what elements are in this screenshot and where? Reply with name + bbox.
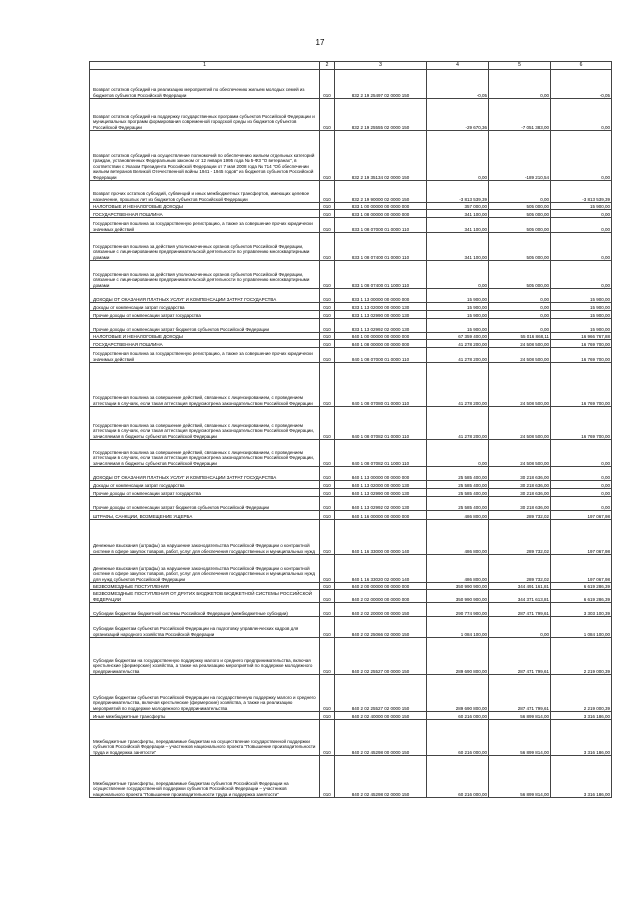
row-description: ДОХОДЫ ОТ ОКАЗАНИЯ ПЛАТНЫХ УСЛУГ И КОМПЕНСАЦИИ ЗАТРАТ ГОСУДАРСТВА (90, 467, 320, 481)
row-description: Прочие доходы от компенсации затрат государства (90, 311, 320, 319)
row-unexecuted-amount: 0,00 (551, 467, 612, 481)
row-approved-amount: 60 216 000,00 (427, 756, 489, 798)
table-row (90, 363, 612, 407)
row-description: Межбюджетные трансферты, передаваемые бюджетам субъектов Российской Федерации на осуществление государственной поддержки субъектов Российской Федерации – участников национального проекта "Повышение производительности труда и поддержка занятости" (90, 756, 320, 798)
row-line-code: 010 (320, 203, 335, 210)
table-row (90, 497, 612, 511)
row-line-code: 010 (320, 638, 335, 675)
row-unexecuted-amount: 2 219 000,39 (551, 675, 612, 712)
row-executed-amount: 289 732,02 (489, 520, 551, 555)
row-approved-amount: 357 000,00 (427, 203, 489, 210)
table-row (90, 603, 612, 617)
row-executed-amount: 505 000,00 (489, 261, 551, 289)
row-budget-code: 840 1 08 07000 01 0000 110 (335, 348, 427, 363)
row-unexecuted-amount: 6 619 286,39 (551, 590, 612, 603)
row-budget-code: 840 1 08 07082 01 1000 110 (335, 440, 427, 467)
table-row (90, 712, 612, 720)
row-executed-amount: 344 371 613,81 (489, 590, 551, 603)
row-budget-code: 832 2 19 25555 02 0000 150 (335, 99, 427, 131)
row-approved-amount: 15 900,00 (427, 319, 489, 333)
table-row (90, 555, 612, 583)
row-unexecuted-amount: 0,00 (551, 218, 612, 233)
table-row (90, 289, 612, 303)
row-executed-amount: 0,00 (489, 70, 551, 99)
row-description: Возврат остатков субсидий на осуществление полномочий по обеспечению жильем отдельных категорий граждан, установленных Федеральным законом от 12 января 1995 года № 5-ФЗ "О ветеранах", в соответствии с Указом Президента Российской Федерации от 7 мая 2008 года № 714 "Об обеспечении жильем ветеранов Великой Отечественной войны 1941 - 1945 годов" из бюджетов субъектов Российской Федерации (90, 131, 320, 181)
row-description: Межбюджетные трансферты, передаваемые бюджетам на осуществление государственной поддержки субъектов Российской Федерации – участников национального проекта "Повышение производительности труда и поддержка занятости" (90, 720, 320, 756)
table-row (90, 675, 612, 712)
row-approved-amount: 289 690 800,00 (427, 638, 489, 675)
row-line-code: 010 (320, 333, 335, 340)
row-budget-code: 840 1 16 00000 00 0000 000 (335, 511, 427, 520)
row-line-code: 010 (320, 467, 335, 481)
row-line-code: 010 (320, 261, 335, 289)
row-executed-amount: 56 899 814,00 (489, 712, 551, 720)
row-budget-code: 840 2 02 45298 02 0000 150 (335, 756, 427, 798)
row-budget-code: 840 1 16 33020 02 0000 140 (335, 555, 427, 583)
row-unexecuted-amount: 197 067,98 (551, 511, 612, 520)
row-line-code: 010 (320, 303, 335, 311)
row-description: Прочие доходы от компенсации затрат бюджетов субъектов Российской Федерации (90, 497, 320, 511)
row-approved-amount: 41 278 200,00 (427, 340, 489, 348)
row-description: ДОХОДЫ ОТ ОКАЗАНИЯ ПЛАТНЫХ УСЛУГ И КОМПЕНСАЦИИ ЗАТРАТ ГОСУДАРСТВА (90, 289, 320, 303)
row-budget-code: 840 2 02 25527 00 0000 150 (335, 638, 427, 675)
row-line-code: 010 (320, 617, 335, 638)
table-row (90, 440, 612, 467)
row-unexecuted-amount: 0,00 (551, 489, 612, 497)
table-row (90, 203, 612, 210)
row-approved-amount: 41 278 200,00 (427, 407, 489, 440)
row-budget-code: 833 1 13 00000 00 0000 000 (335, 289, 427, 303)
row-approved-amount: -29 670,36 (427, 99, 489, 131)
row-budget-code: 840 2 02 25527 02 0000 150 (335, 675, 427, 712)
table-row (90, 590, 612, 603)
row-unexecuted-amount: 1 084 100,00 (551, 617, 612, 638)
row-budget-code: 833 1 08 07400 01 0000 110 (335, 233, 427, 261)
table-row (90, 720, 612, 756)
row-line-code: 010 (320, 311, 335, 319)
row-budget-code: 833 1 08 00000 00 0000 000 (335, 210, 427, 218)
row-executed-amount: 289 732,02 (489, 555, 551, 583)
row-unexecuted-amount: 15 900,00 (551, 303, 612, 311)
row-unexecuted-amount: 0,00 (551, 497, 612, 511)
row-description: Возврат прочих остатков субсидий, субвенций и иных межбюджетных трансфертов, имеющих целевое назначение, прошлых лет из бюджетов субъектов Российской Федерации (90, 181, 320, 203)
row-line-code: 010 (320, 348, 335, 363)
row-executed-amount: 30 218 636,00 (489, 481, 551, 489)
row-budget-code: 840 2 00 00000 00 0000 000 (335, 583, 427, 590)
row-budget-code: 840 2 02 25066 02 0000 150 (335, 617, 427, 638)
row-description: Государственная пошлина за совершение действий, связанных с лицензированием, с проведением аттестации в случаях, если такая аттестация предусмотрена законодательством Российской Федерации (90, 363, 320, 407)
row-budget-code: 833 1 13 02992 02 0000 130 (335, 319, 427, 333)
row-unexecuted-amount: 6 619 286,39 (551, 583, 612, 590)
row-approved-amount: 67 359 400,00 (427, 333, 489, 340)
header-col-2: 2 (320, 62, 335, 70)
row-executed-amount: 0,00 (489, 303, 551, 311)
row-unexecuted-amount: 16 769 700,00 (551, 348, 612, 363)
row-unexecuted-amount: 0,00 (551, 481, 612, 489)
row-executed-amount: 56 899 814,00 (489, 756, 551, 798)
row-description: ГОСУДАРСТВЕННАЯ ПОШЛИНА (90, 340, 320, 348)
table-row (90, 210, 612, 218)
row-line-code: 010 (320, 210, 335, 218)
row-executed-amount: 24 508 500,00 (489, 407, 551, 440)
row-executed-amount: 30 218 636,00 (489, 467, 551, 481)
row-description: Субсидии бюджетам субъектов Российской Федерации на государственную поддержку малого и среднего предпринимательства, включая крестьянские (фермерские) хозяйства, а также на реализацию мероприятий по поддержке молодежного предпринимательства (90, 675, 320, 712)
row-executed-amount: 24 508 500,00 (489, 340, 551, 348)
row-budget-code: 840 2 02 20000 00 0000 150 (335, 603, 427, 617)
row-budget-code: 832 2 19 25497 02 0000 150 (335, 70, 427, 99)
row-description: Государственная пошлина за совершение действий, связанных с лицензированием, с проведением аттестации в случаях, если такая аттестация предусмотрена законодательством Российской Федерации, зачисляемая в бюджеты субъектов Российской Федерации (90, 440, 320, 467)
row-line-code: 010 (320, 218, 335, 233)
row-unexecuted-amount: 0,00 (551, 131, 612, 181)
row-description: Прочие доходы от компенсации затрат государства (90, 489, 320, 497)
row-executed-amount: 24 508 500,00 (489, 440, 551, 467)
row-executed-amount: 287 471 799,61 (489, 603, 551, 617)
row-budget-code: 840 2 02 40000 00 0000 150 (335, 712, 427, 720)
row-approved-amount: 41 278 200,00 (427, 363, 489, 407)
row-unexecuted-amount: 197 067,98 (551, 555, 612, 583)
row-description: Государственная пошлина за совершение действий, связанных с лицензированием, с проведением аттестации в случаях, если такая аттестация предусмотрена законодательством Российской Федерации, зачисляемая в бюджеты субъектов Российской Федерации (90, 407, 320, 440)
row-line-code: 010 (320, 497, 335, 511)
row-approved-amount: 25 585 400,00 (427, 481, 489, 489)
row-approved-amount: 290 774 900,00 (427, 603, 489, 617)
row-approved-amount: 341 100,00 (427, 233, 489, 261)
row-budget-code: 840 1 00 00000 00 0000 000 (335, 333, 427, 340)
row-description: Денежные взыскания (штрафы) за нарушение законодательства Российской Федерации о контрактной системе в сфере закупок товаров, работ, услуг для обеспечения государственных и муниципальных нужд (90, 520, 320, 555)
row-approved-amount: 15 900,00 (427, 303, 489, 311)
row-executed-amount: -189 210,54 (489, 131, 551, 181)
table-row (90, 99, 612, 131)
row-line-code: 010 (320, 590, 335, 603)
row-budget-code: 840 1 13 02990 00 0000 130 (335, 489, 427, 497)
row-line-code: 010 (320, 520, 335, 555)
row-description: НАЛОГОВЫЕ И НЕНАЛОГОВЫЕ ДОХОДЫ (90, 333, 320, 340)
row-line-code: 010 (320, 720, 335, 756)
table-body (90, 70, 612, 798)
row-executed-amount: 505 000,00 (489, 210, 551, 218)
table-row (90, 261, 612, 289)
header-col-4: 4 (427, 62, 489, 70)
row-approved-amount: 486 800,00 (427, 511, 489, 520)
row-executed-amount: 24 508 500,00 (489, 363, 551, 407)
row-executed-amount: 55 016 868,11 (489, 333, 551, 340)
row-executed-amount: 505 000,00 (489, 218, 551, 233)
row-approved-amount: 486 800,00 (427, 520, 489, 555)
row-description: Иные межбюджетные трансферты (90, 712, 320, 720)
row-line-code: 010 (320, 289, 335, 303)
row-line-code: 010 (320, 675, 335, 712)
row-line-code: 010 (320, 340, 335, 348)
row-line-code: 010 (320, 440, 335, 467)
row-line-code: 010 (320, 511, 335, 520)
row-budget-code: 840 1 13 02992 02 0000 130 (335, 497, 427, 511)
table-row (90, 407, 612, 440)
row-unexecuted-amount: 16 769 700,00 (551, 340, 612, 348)
row-executed-amount: 0,00 (489, 617, 551, 638)
row-unexecuted-amount: 15 900,00 (551, 289, 612, 303)
table-row (90, 511, 612, 520)
row-budget-code: 840 1 13 00000 00 0000 000 (335, 467, 427, 481)
revenue-table (89, 61, 612, 798)
header-col-5: 5 (489, 62, 551, 70)
table-row (90, 131, 612, 181)
row-approved-amount: 0,00 (427, 440, 489, 467)
row-unexecuted-amount: 15 900,00 (551, 203, 612, 210)
row-description: Возврат остатков субсидий на поддержку государственных программ субъектов Российской Федерации и муниципальных программ формирования современной городской среды из бюджетов субъектов Российской Федерации (90, 99, 320, 131)
table-row (90, 319, 612, 333)
table-row (90, 218, 612, 233)
page-number: 17 (315, 38, 325, 47)
row-line-code: 010 (320, 319, 335, 333)
table-row (90, 638, 612, 675)
row-executed-amount: 289 732,02 (489, 511, 551, 520)
row-unexecuted-amount: 16 769 700,00 (551, 407, 612, 440)
row-executed-amount: 287 471 799,61 (489, 638, 551, 675)
row-description: НАЛОГОВЫЕ И НЕНАЛОГОВЫЕ ДОХОДЫ (90, 203, 320, 210)
row-executed-amount: 56 899 814,00 (489, 720, 551, 756)
row-executed-amount: 30 218 636,00 (489, 497, 551, 511)
row-approved-amount: 1 084 100,00 (427, 617, 489, 638)
row-unexecuted-amount: 15 900,00 (551, 311, 612, 319)
row-description: Прочие доходы от компенсации затрат бюджетов субъектов Российской Федерации (90, 319, 320, 333)
row-line-code: 010 (320, 756, 335, 798)
row-description: БЕЗВОЗМЕЗДНЫЕ ПОСТУПЛЕНИЯ (90, 583, 320, 590)
row-approved-amount: 350 990 900,00 (427, 583, 489, 590)
row-description: Доходы от компенсации затрат государства (90, 303, 320, 311)
table-row (90, 311, 612, 319)
row-approved-amount: 25 585 400,00 (427, 489, 489, 497)
header-col-6: 6 (551, 62, 612, 70)
row-approved-amount: 25 585 400,00 (427, 467, 489, 481)
row-unexecuted-amount: 197 067,98 (551, 520, 612, 555)
row-unexecuted-amount: 0,00 (551, 99, 612, 131)
row-budget-code: 840 1 13 02000 00 0000 130 (335, 481, 427, 489)
row-executed-amount: 0,00 (489, 181, 551, 203)
row-approved-amount: 60 216 000,00 (427, 720, 489, 756)
row-approved-amount: 60 216 000,00 (427, 712, 489, 720)
row-line-code: 010 (320, 233, 335, 261)
row-budget-code: 833 1 13 02000 00 0000 130 (335, 303, 427, 311)
row-budget-code: 833 1 00 00000 00 0000 000 (335, 203, 427, 210)
row-line-code: 010 (320, 489, 335, 497)
row-unexecuted-amount: 0,00 (551, 440, 612, 467)
row-unexecuted-amount: 3 316 186,00 (551, 720, 612, 756)
header-col-1: 1 (90, 62, 320, 70)
table-row (90, 348, 612, 363)
table-row (90, 70, 612, 99)
header-col-3: 3 (335, 62, 427, 70)
row-description: Государственная пошлина за действия уполномоченных органов субъектов Российской Федерации, связанные с лицензированием предпринимательской деятельности по управлению многоквартирными домами (90, 261, 320, 289)
row-description: Возврат остатков субсидий на реализацию мероприятий по обеспечению жильем молодых семей из бюджетов субъектов Российской Федерации (90, 70, 320, 99)
row-description: Денежные взыскания (штрафы) за нарушение законодательства Российской Федерации о контрактной системе в сфере закупок товаров, работ, услуг для обеспечения государственных и муниципальных нужд для нужд субъектов Российской Федерации (90, 555, 320, 583)
row-description: Доходы от компенсации затрат государства (90, 481, 320, 489)
row-executed-amount: 505 000,00 (489, 203, 551, 210)
row-unexecuted-amount: 0,00 (551, 233, 612, 261)
table-row (90, 489, 612, 497)
table-row (90, 520, 612, 555)
table-row (90, 303, 612, 311)
row-approved-amount: 341 100,00 (427, 210, 489, 218)
row-description: Субсидии бюджетам субъектов Российской Федерации на подготовку управленческих кадров для организаций народного хозяйства Российской Федерации (90, 617, 320, 638)
row-approved-amount: 0,00 (427, 131, 489, 181)
row-unexecuted-amount: 2 219 000,39 (551, 638, 612, 675)
table-row (90, 333, 612, 340)
row-approved-amount: -3 813 539,39 (427, 181, 489, 203)
row-approved-amount: -0,05 (427, 70, 489, 99)
row-line-code: 010 (320, 407, 335, 440)
row-line-code: 010 (320, 555, 335, 583)
row-budget-code: 840 2 02 00000 00 0000 000 (335, 590, 427, 603)
table-row (90, 467, 612, 481)
row-line-code: 010 (320, 131, 335, 181)
row-description: Государственная пошлина за действия уполномоченных органов субъектов Российской Федерации, связанные с лицензированием предпринимательской деятельности по управлению многоквартирными домами (90, 233, 320, 261)
table-header-row (90, 62, 612, 70)
row-unexecuted-amount: -0,05 (551, 70, 612, 99)
row-budget-code: 833 1 13 02990 00 0000 130 (335, 311, 427, 319)
table-row (90, 340, 612, 348)
row-unexecuted-amount: 0,00 (551, 210, 612, 218)
row-line-code: 010 (320, 99, 335, 131)
row-executed-amount: 0,00 (489, 311, 551, 319)
row-budget-code: 840 1 16 33000 00 0000 140 (335, 520, 427, 555)
row-line-code: 010 (320, 181, 335, 203)
row-approved-amount: 289 690 800,00 (427, 675, 489, 712)
row-line-code: 010 (320, 70, 335, 99)
row-description: ШТРАФЫ, САНКЦИИ, ВОЗМЕЩЕНИЕ УЩЕРБА (90, 511, 320, 520)
row-approved-amount: 15 900,00 (427, 311, 489, 319)
row-executed-amount: 0,00 (489, 319, 551, 333)
row-approved-amount: 25 585 400,00 (427, 497, 489, 511)
row-budget-code: 832 2 19 35134 02 0000 150 (335, 131, 427, 181)
row-approved-amount: 486 800,00 (427, 555, 489, 583)
row-executed-amount: 24 508 500,00 (489, 348, 551, 363)
row-unexecuted-amount: 3 316 186,00 (551, 712, 612, 720)
row-unexecuted-amount: -3 813 539,39 (551, 181, 612, 203)
row-budget-code: 833 1 08 07000 01 0000 110 (335, 218, 427, 233)
table-row (90, 583, 612, 590)
row-unexecuted-amount: 0,00 (551, 261, 612, 289)
table-row (90, 481, 612, 489)
row-approved-amount: 15 900,00 (427, 289, 489, 303)
row-budget-code: 840 1 08 07082 01 0000 110 (335, 407, 427, 440)
row-executed-amount: 0,00 (489, 289, 551, 303)
row-budget-code: 833 1 08 07400 01 1000 110 (335, 261, 427, 289)
row-executed-amount: 287 471 799,61 (489, 675, 551, 712)
table-row (90, 181, 612, 203)
row-description: Субсидии бюджетам бюджетной системы Российской Федерации (межбюджетные субсидии) (90, 603, 320, 617)
row-executed-amount: -7 051 383,00 (489, 99, 551, 131)
row-line-code: 010 (320, 603, 335, 617)
row-executed-amount: 30 218 636,00 (489, 489, 551, 497)
row-unexecuted-amount: 16 966 767,88 (551, 333, 612, 340)
table-row (90, 233, 612, 261)
row-approved-amount: 341 100,00 (427, 218, 489, 233)
row-unexecuted-amount: 3 303 100,39 (551, 603, 612, 617)
row-budget-code: 840 2 02 45298 00 0000 150 (335, 720, 427, 756)
row-executed-amount: 344 491 161,81 (489, 583, 551, 590)
row-approved-amount: 0,00 (427, 261, 489, 289)
row-budget-code: 840 1 08 07080 01 0000 110 (335, 363, 427, 407)
row-unexecuted-amount: 16 769 700,00 (551, 363, 612, 407)
row-unexecuted-amount: 15 900,00 (551, 319, 612, 333)
row-description: БЕЗВОЗМЕЗДНЫЕ ПОСТУПЛЕНИЯ ОТ ДРУГИХ БЮДЖЕТОВ БЮДЖЕТНОЙ СИСТЕМЫ РОССИЙСКОЙ ФЕДЕРАЦИИ (90, 590, 320, 603)
row-executed-amount: 505 000,00 (489, 233, 551, 261)
row-line-code: 010 (320, 363, 335, 407)
row-description: Государственная пошлина за государственную регистрацию, а также за совершение прочих юридически значимых действий (90, 348, 320, 363)
table-row (90, 756, 612, 798)
row-line-code: 010 (320, 712, 335, 720)
row-description: Государственная пошлина за государственную регистрацию, а также за совершение прочих юридически значимых действий (90, 218, 320, 233)
row-budget-code: 832 2 19 90000 02 0000 150 (335, 181, 427, 203)
row-description: Субсидии бюджетам на государственную поддержку малого и среднего предпринимательства, включая крестьянские (фермерские) хозяйства, а также на реализацию мероприятий по поддержке молодежного предпринимательства (90, 638, 320, 675)
row-line-code: 010 (320, 583, 335, 590)
row-approved-amount: 41 278 200,00 (427, 348, 489, 363)
row-budget-code: 840 1 08 00000 00 0000 000 (335, 340, 427, 348)
row-line-code: 010 (320, 481, 335, 489)
row-approved-amount: 350 990 900,00 (427, 590, 489, 603)
row-unexecuted-amount: 3 316 186,00 (551, 756, 612, 798)
table-row (90, 617, 612, 638)
row-description: ГОСУДАРСТВЕННАЯ ПОШЛИНА (90, 210, 320, 218)
